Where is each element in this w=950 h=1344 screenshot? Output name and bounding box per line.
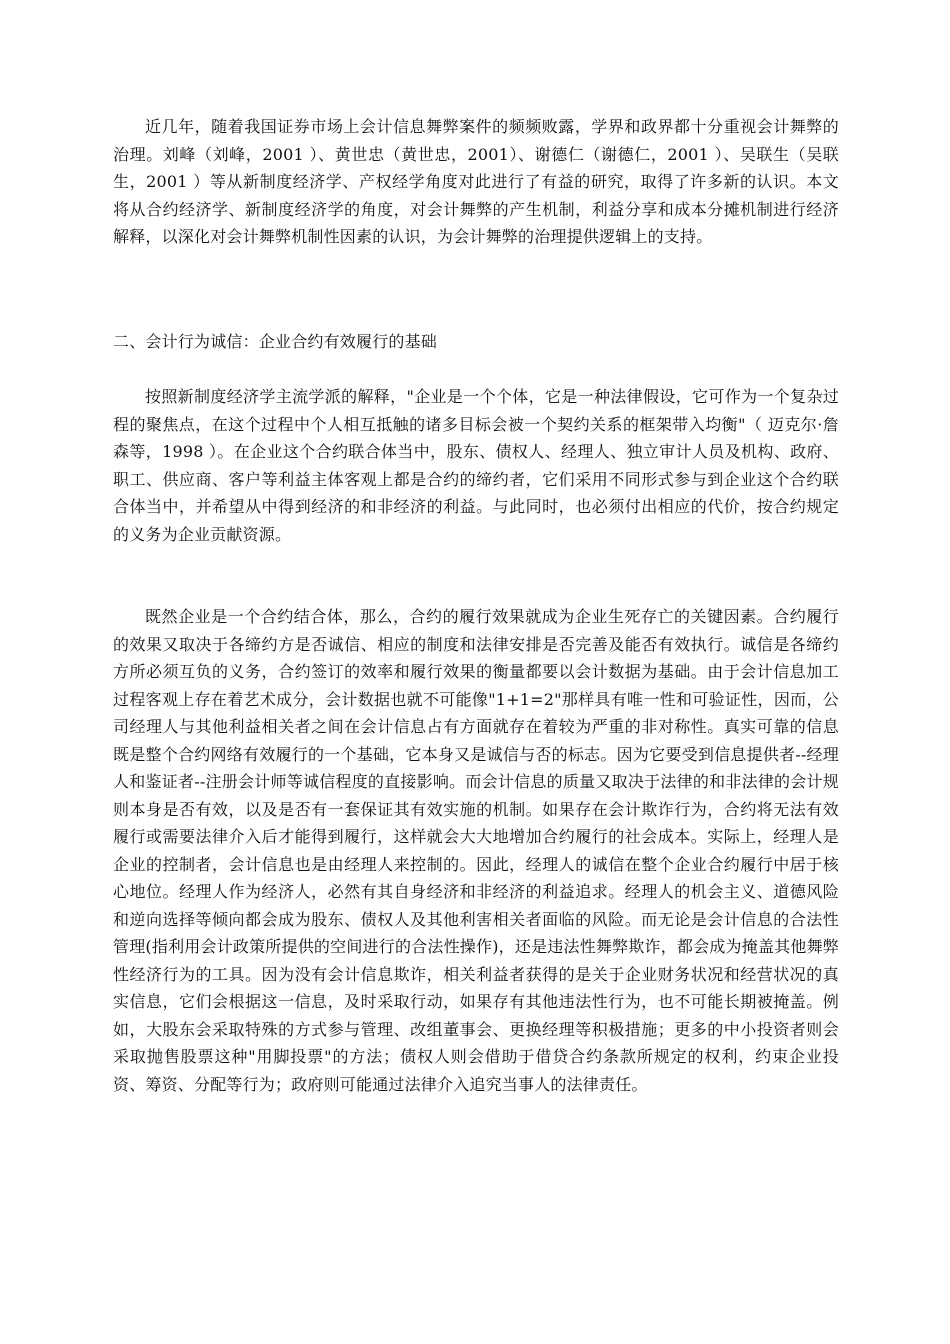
intro-paragraph: 近几年，随着我国证券市场上会计信息舞弊案件的频频败露，学界和政界都十分重视会计舞弊的治理。刘峰（刘峰，2001 ）、黄世忠（黄世忠，2001）、谢德仁（谢德仁，2001 ）、吴联生（吴联生，2001 ）等从新制度经济学、产权经学角度对此进行了有益的研究，取得了许多新的认识。本文将从合约经济学、新制度经济学的角度，对会计舞弊的产生机制，利益分享和成本分摊机制进行经济解释，以深化对会计舞弊机制性因素的认识，为会计舞弊的治理提供逻辑上的支持。 xyxy=(113,117,839,246)
section-paragraph-1: 按照新制度经济学主流学派的解释，"企业是一个个体，它是一种法律假设，它可作为一个复杂过程的聚焦点，在这个过程中个人相互抵触的诸多目标会被一个契约关系的框架带入均衡"（ 迈克尔·詹森等，1998 ）。在企业这个合约联合体当中，股东、债权人、经理人、独立审计人员及机构、政府、职工、供应商、客户等利益主体客观上都是合约的缔约者，它们采用不同形式参与到企业这个合约联合体当中，并希望从中得到经济的和非经济的利益。与此同时，也必须付出相应的代价，按合约规定的义务为企业贡献资源。 xyxy=(113,387,839,544)
section-paragraph-2: 既然企业是一个合约结合体，那么，合约的履行效果就成为企业生死存亡的关键因素。合约履行的效果又取决于各缔约方是否诚信、相应的制度和法律安排是否完善及能否有效执行。诚信是各缔约方所必须互负的义务，合约签订的效率和履行效果的衡量都要以会计数据为基础。由于会计信息加工过程客观上存在着艺术成分，会计数据也就不可能像"1+1=2"那样具有唯一性和可验证性，因而，公司经理人与其他利益相关者之间在会计信息占有方面就存在着较为严重的非对称性。真实可靠的信息既是整个合约网络有效履行的一个基础，它本身又是诚信与否的标志。因为它要受到信息提供者--经理人和鉴证者--注册会计师等诚信程度的直接影响。而会计信息的质量又取决于法律的和非法律的会计规则本身是否有效，以及是否有一套保证其有效实施的机制。如果存在会计欺诈行为，合约将无法有效履行或需要法律介入后才能得到履行，这样就会大大地增加合约履行的社会成本。实际上，经理人是企业的控制者，会计信息也是由经理人来控制的。因此，经理人的诚信在整个企业合约履行中居于核心地位。经理人作为经济人，必然有其自身经济和非经济的利益追求。经理人的机会主义、道德风险和逆向选择等倾向都会成为股东、债权人及其他利害相关者面临的风险。而无论是会计信息的合法性管理(指利用会计政策所提供的空间进行的合法性操作)，还是违法性舞弊欺诈，都会成为掩盖其他舞弊性经济行为的工具。因为没有会计信息欺诈，相关利益者获得的是关于企业财务状况和经营状况的真实信息，它们会根据这一信息，及时采取行动，如果存有其他违法性行为，也不可能长期被掩盖。例如，大股东会采取特殊的方式参与管理、改组董事会、更换经理等积极措施；更多的中小投资者则会采取抛售股票这种"用脚投票"的方法；债权人则会借助于借贷合约条款所规定的权利，约束企业投资、筹资、分配等行为；政府则可能通过法律介入追究当事人的法律责任。 xyxy=(113,607,839,1094)
section-heading: 二、会计行为诚信：企业合约有效履行的基础 xyxy=(113,332,438,351)
